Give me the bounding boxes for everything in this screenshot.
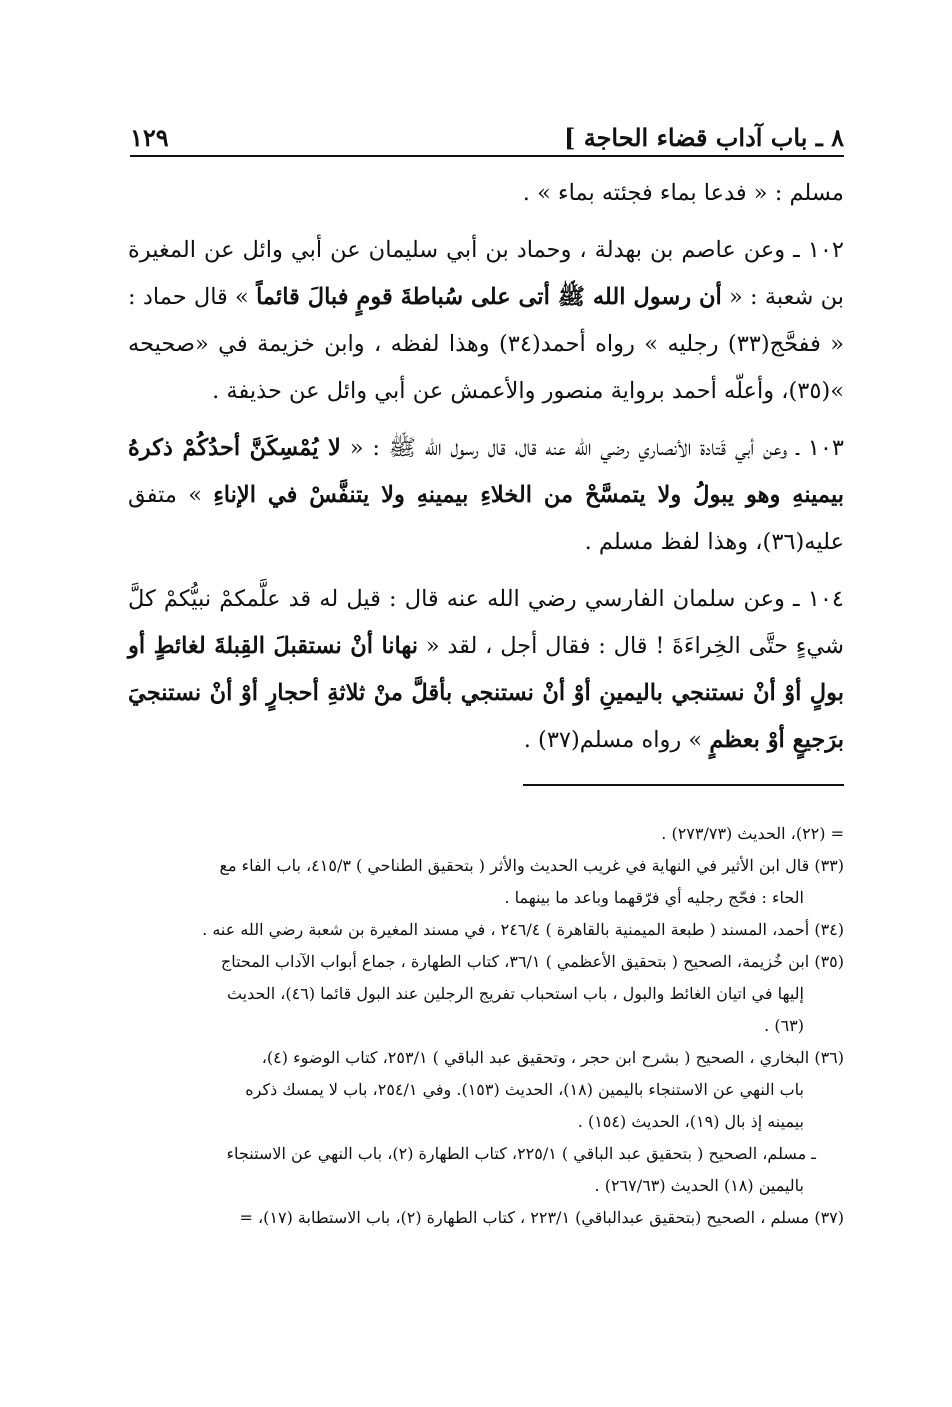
footnotes xyxy=(128,818,844,1234)
footnote-36-line1: (٣٦) البخاري ، الصحيح ( بشرح ابن حجر ، وتحقيق عبد الباقي ) ٢٥٣/١، كتاب الوضوء (٤)، xyxy=(261,1048,844,1067)
footnote-separator xyxy=(523,784,844,786)
hadith-102 xyxy=(128,227,844,415)
hadith-102-text: أن رسول الله ﷺ أتى على سُباطةَ قومٍ فبالَ قائماً xyxy=(256,284,722,310)
main-text xyxy=(128,170,844,774)
running-title: ٨ ـ باب آداب قضاء الحاجة ] xyxy=(564,123,844,152)
footnote-36-line3: بيمينه إذ بال (١٩)، الحديث (١٥٤) . xyxy=(577,1112,804,1131)
footnote-33-line1: (٣٣) قال ابن الأثير في النهاية في غريب الحديث والأثر ( بتحقيق الطناحي ) ٤١٥/٣، باب الفاء مع xyxy=(219,856,844,875)
hadith-102-intro: ١٠٢ ـ وعن عاصم بن بهدلة ، وحماد بن أبي سليمان عن أبي وائل عن المغيرة بن شعبة : « xyxy=(128,237,845,310)
footnote-34: (٣٤) أحمد، المسند ( طبعة الميمنية بالقاهرة ) ٢٤٦/٤ ، في مسند المغيرة بن شعبة رضي الله عنه . xyxy=(202,920,844,939)
hadith-103 xyxy=(128,425,844,566)
hadith-103-source: » متفق عليه(٣٦)، وهذا لفظ مسلم . xyxy=(128,482,844,555)
page-header xyxy=(130,112,844,152)
hadith-103-intro: ١٠٣ ـ وعن أبي قَتادة الأنصاري رضي الله عنه قال، قال رسول الله ﷺ : « xyxy=(340,435,844,461)
hadith-104-intro: ١٠٤ ـ وعن سلمان الفارسي رضي الله عنه قال : قيل له قد علَّمكمْ نبيُّكمْ كلَّ شيءٍ حتَّى الخِراءَةَ ! قال : فقال أجل ، لقد « xyxy=(128,586,844,659)
footnote-35-line1: (٣٥) ابن خُزيمة، الصحيح ( بتحقيق الأعظمي ) ٣٦/١، كتاب الطهارة ، جماع أبواب الآداب المحتاج xyxy=(220,952,844,971)
hadith-104 xyxy=(128,576,844,764)
continuation-line: مسلم : « فدعا بماء فجئته بماء » . xyxy=(522,180,844,206)
footnote-36-line4: ـ مسلم، الصحيح ( بتحقيق عبد الباقي ) ٢٢٥/١، كتاب الطهارة (٢)، باب النهي عن الاستنجاء xyxy=(226,1144,816,1163)
header-rule xyxy=(130,155,844,157)
footnote-35-line3: (٦٣) . xyxy=(764,1016,804,1035)
hadith-103-text: لا يُمْسِكَنَّ أحدُكُمْ ذكرهُ بيمينهِ وهو يبولُ ولا يتمسَّحْ من الخلاءِ بيمينهِ ولا يتنفَّسْ في الإناءِ xyxy=(128,435,844,508)
footnote-continued: = (٢٢)، الحديث (٢٧٣/٧٣) . xyxy=(661,824,844,843)
footnote-37: (٣٧) مسلم ، الصحيح (بتحقيق عبدالباقي) ٢٢٣/١ ، كتاب الطهارة (٢)، باب الاستطابة (١٧)، = xyxy=(239,1208,844,1227)
hadith-104-source: » رواه مسلم(٣٧) . xyxy=(523,727,710,753)
hadith-104-text: نهانا أنْ نستقبلَ القِبلةَ لغائطٍ أو بولٍ أوْ أنْ نستنجي باليمينِ أوْ أنْ نستنجي بأقلَّ منْ ثلاثةِ أحجارٍ أوْ أنْ نستنجيَ برَجيعٍ أوْ بعظمٍ xyxy=(128,633,844,753)
footnote-36-line2: باب النهي عن الاستنجاء باليمين (١٨)، الحديث (١٥٣). وفي ٢٥٤/١، باب لا يمسك ذكره xyxy=(245,1080,804,1099)
footnote-35-line2: إليها في اتيان الغائط والبول ، باب استحباب تفريج الرجلين عند البول قائما (٤٦)، الحديث xyxy=(226,984,804,1003)
hadith-102-source: » قال حماد : « ففحَّج(٣٣) رجليه » رواه أحمد(٣٤) وهذا لفظه ، وابن خزيمة في «صحيحه »(٣٥)، وأعلّه أحمد برواية منصور والأعمش عن أبي وائل عن حذيفة . xyxy=(128,284,844,404)
footnote-33-line2: الحاء : فحّج رجليه أي فرّقهما وباعد ما بينهما . xyxy=(504,888,804,907)
page-number: ١٢٩ xyxy=(130,123,169,152)
footnote-36-line5: باليمين (١٨) الحديث (٢٦٧/٦٣) . xyxy=(594,1176,804,1195)
